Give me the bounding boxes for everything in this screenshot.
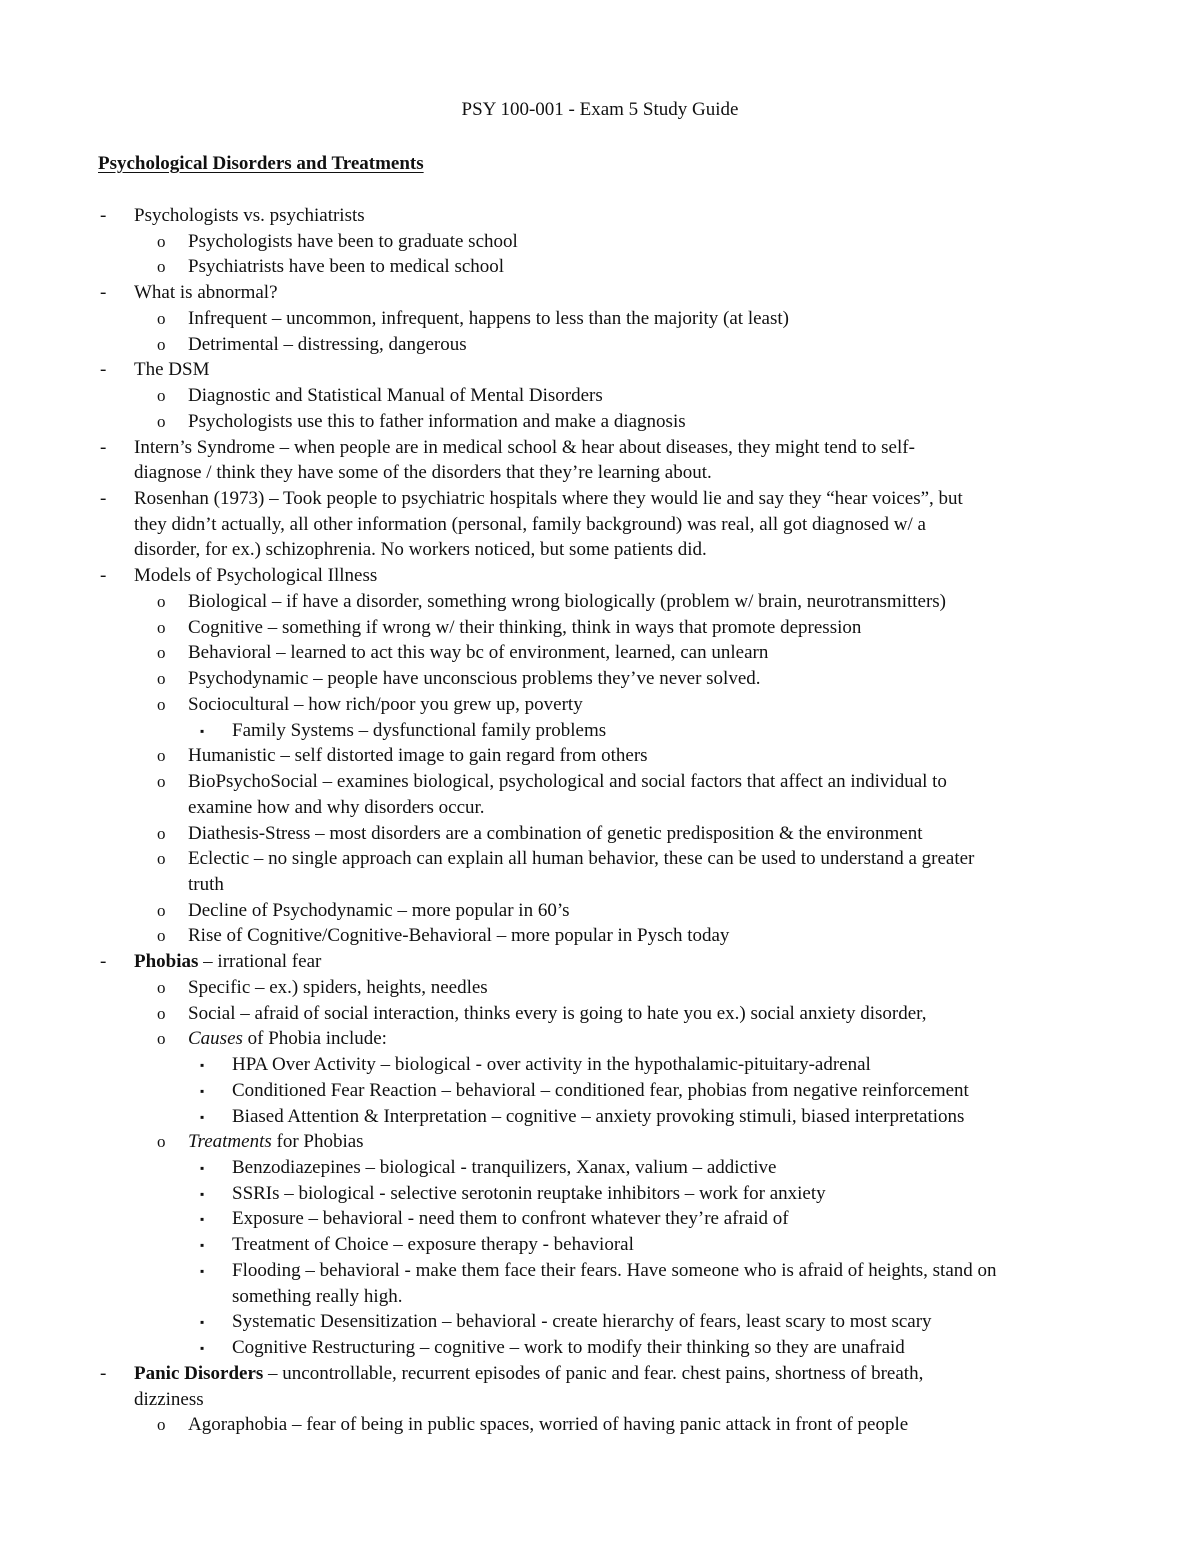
list-item bbox=[134, 537, 707, 563]
bullet-marker: o bbox=[157, 772, 166, 792]
bullet-marker: - bbox=[100, 951, 107, 973]
bullet-marker: o bbox=[157, 926, 166, 946]
item-text: SSRIs – biological - selective serotonin reuptake inhibitors – work for anxiety bbox=[232, 1182, 826, 1204]
bullet-marker: o bbox=[157, 900, 166, 920]
item-text: Biased Attention & Interpretation – cognitive – anxiety provoking stimuli, biased interpretations bbox=[232, 1105, 965, 1127]
item-text: Psychiatrists have been to medical school bbox=[188, 256, 505, 278]
bullet-marker: o bbox=[157, 669, 166, 689]
item-text: Behavioral – learned to act this way bc of environment, learned, can unlearn bbox=[188, 642, 769, 664]
list-item bbox=[134, 563, 377, 589]
list-item bbox=[188, 769, 947, 795]
item-text: Rise of Cognitive/Cognitive-Behavioral – more popular in Pysch today bbox=[188, 925, 730, 947]
item-text: Psychologists vs. psychiatrists bbox=[134, 205, 365, 226]
item-text: disorder, for ex.) schizophrenia. No workers noticed, but some patients did. bbox=[134, 539, 707, 561]
list-item bbox=[134, 280, 278, 306]
bullet-marker: o bbox=[157, 231, 166, 251]
bullet-marker: o bbox=[157, 746, 166, 766]
item-text: Family Systems – dysfunctional family problems bbox=[232, 719, 607, 741]
list-item bbox=[232, 718, 606, 744]
list-item bbox=[188, 666, 761, 692]
item-text: diagnose / think they have some of the disorders that they’re learning about. bbox=[134, 462, 712, 484]
bullet-marker: - bbox=[100, 436, 107, 458]
document-title: PSY 100-001 - Exam 5 Study Guide bbox=[461, 99, 739, 120]
list-item bbox=[232, 1258, 997, 1284]
item-text: Psychologists use this to father information and make a diagnosis bbox=[188, 410, 686, 432]
item-text: Conditioned Fear Reaction – behavioral – conditioned fear, phobias from negative reinforcement bbox=[232, 1079, 969, 1101]
bullet-marker: o bbox=[157, 257, 166, 277]
item-text: Humanistic – self distorted image to gain regard from others bbox=[188, 745, 648, 767]
bullet-marker: o bbox=[157, 617, 166, 637]
bullet-marker: ▪ bbox=[200, 1263, 205, 1278]
list-item bbox=[232, 1206, 789, 1232]
bullet-marker: ▪ bbox=[200, 1212, 205, 1227]
item-text: The DSM bbox=[134, 359, 210, 381]
list-item bbox=[134, 460, 712, 486]
list-item bbox=[188, 332, 467, 358]
item-text: Eclectic – no single approach can explain all human behavior, these can be used to understand a greater bbox=[188, 848, 975, 870]
item-text: Rosenhan (1973) – Took people to psychiatric hospitals where they would lie and say they “hear voices”, but bbox=[134, 488, 963, 510]
term-label: Panic Disorders bbox=[134, 1362, 264, 1384]
bullet-marker: - bbox=[100, 282, 107, 304]
item-text: truth bbox=[188, 873, 224, 895]
item-text: Exposure – behavioral - need them to confront whatever they’re afraid of bbox=[232, 1208, 789, 1230]
list-item bbox=[232, 1335, 905, 1361]
list-item bbox=[188, 615, 861, 641]
item-text: Treatment of Choice – exposure therapy - behavioral bbox=[232, 1234, 634, 1256]
list-item bbox=[188, 795, 485, 821]
item-text: What is abnormal? bbox=[134, 282, 278, 304]
list-item bbox=[188, 229, 518, 255]
item-text: of Phobia include: bbox=[242, 1028, 387, 1050]
item-text: Models of Psychological Illness bbox=[134, 565, 378, 587]
bullet-marker: o bbox=[157, 643, 166, 663]
item-text: – uncontrollable, recurrent episodes of panic and fear. chest pains, shortness of breath, bbox=[263, 1362, 924, 1384]
bullet-marker: o bbox=[157, 591, 166, 611]
item-text: Cognitive – something if wrong w/ their thinking, think in ways that promote depression bbox=[188, 616, 862, 638]
bullet-marker: ▪ bbox=[200, 723, 205, 738]
item-text: HPA Over Activity – biological - over activity in the hypothalamic-pituitary-adrenal bbox=[232, 1054, 871, 1076]
list-item bbox=[134, 1387, 204, 1413]
bullet-marker: o bbox=[157, 1415, 166, 1435]
list-item bbox=[134, 435, 915, 461]
list-item bbox=[188, 846, 974, 872]
emphasis-text: Treatments bbox=[188, 1131, 272, 1153]
bullet-marker: o bbox=[157, 823, 166, 843]
list-item bbox=[232, 1052, 871, 1078]
bullet-marker: - bbox=[100, 565, 107, 587]
list-item bbox=[232, 1232, 634, 1258]
bullet-marker: o bbox=[157, 1029, 166, 1049]
term-label: Phobias bbox=[134, 951, 199, 973]
list-item bbox=[188, 743, 648, 769]
list-item bbox=[232, 1309, 932, 1335]
list-item bbox=[188, 254, 504, 280]
item-text: something really high. bbox=[232, 1285, 403, 1307]
bullet-marker: - bbox=[100, 205, 107, 226]
list-item bbox=[188, 1001, 926, 1027]
item-text: BioPsychoSocial – examines biological, psychological and social factors that affect an individual to bbox=[188, 771, 947, 793]
item-text: Psychologists have been to graduate school bbox=[188, 230, 518, 252]
list-item bbox=[188, 409, 686, 435]
item-text: Detrimental – distressing, dangerous bbox=[188, 333, 467, 355]
bullet-marker: o bbox=[157, 386, 166, 406]
bullet-marker: ▪ bbox=[200, 1058, 205, 1073]
item-text: Social – afraid of social interaction, thinks every is going to hate you ex.) social anxiety disorder, bbox=[188, 1002, 927, 1024]
bullet-marker: o bbox=[157, 411, 166, 431]
item-text: Psychodynamic – people have unconscious problems they’ve never solved. bbox=[188, 668, 761, 690]
list-item bbox=[134, 203, 365, 229]
bullet-marker: ▪ bbox=[200, 1341, 205, 1356]
list-item bbox=[188, 1129, 364, 1155]
list-item bbox=[232, 1155, 777, 1181]
bullet-marker: - bbox=[100, 1362, 107, 1384]
bullet-marker: o bbox=[157, 1003, 166, 1023]
bullet-marker: o bbox=[157, 1132, 166, 1152]
item-text: Biological – if have a disorder, something wrong biologically (problem w/ brain, neurotransmitters) bbox=[188, 590, 947, 612]
list-item bbox=[188, 923, 729, 949]
bullet-marker: o bbox=[157, 849, 166, 869]
item-text: for Phobias bbox=[271, 1131, 364, 1153]
item-text: Benzodiazepines – biological - tranquilizers, Xanax, valium – addictive bbox=[232, 1157, 777, 1178]
item-text: Sociocultural – how rich/poor you grew up, poverty bbox=[188, 693, 583, 715]
bullet-marker: ▪ bbox=[200, 1109, 205, 1124]
item-text: Diagnostic and Statistical Manual of Mental Disorders bbox=[188, 385, 603, 407]
bullet-marker: - bbox=[100, 488, 107, 510]
list-item bbox=[188, 1026, 387, 1052]
list-item bbox=[232, 1181, 826, 1207]
list-item bbox=[188, 589, 946, 615]
item-text: Systematic Desensitization – behavioral - create hierarchy of fears, least scary to most scary bbox=[232, 1311, 932, 1333]
item-text: Infrequent – uncommon, infrequent, happens to less than the majority (at least) bbox=[188, 307, 789, 329]
list-item bbox=[134, 357, 209, 383]
item-text: Diathesis-Stress – most disorders are a combination of genetic predisposition & the environment bbox=[188, 822, 923, 844]
emphasis-text: Causes bbox=[188, 1028, 243, 1050]
list-item bbox=[232, 1284, 402, 1310]
list-item bbox=[188, 898, 570, 924]
list-item bbox=[232, 1078, 969, 1104]
list-item bbox=[134, 512, 926, 538]
item-text: Cognitive Restructuring – cognitive – work to modify their thinking so they are unafraid bbox=[232, 1337, 905, 1359]
list-item bbox=[188, 383, 603, 409]
list-item bbox=[188, 872, 224, 898]
item-text: Intern’s Syndrome – when people are in medical school & hear about diseases, they might tend to self- bbox=[134, 436, 915, 458]
list-item bbox=[134, 486, 963, 512]
list-item bbox=[188, 640, 768, 666]
bullet-marker: ▪ bbox=[200, 1238, 205, 1253]
list-item bbox=[134, 1361, 923, 1387]
item-text: Agoraphobia – fear of being in public spaces, worried of having panic attack in front of people bbox=[188, 1414, 909, 1436]
bullet-marker: ▪ bbox=[200, 1315, 205, 1330]
bullet-marker: - bbox=[100, 359, 107, 381]
list-item bbox=[232, 1104, 964, 1130]
item-text: they didn’t actually, all other information (personal, family background) was real, all got diagnosed w/ a bbox=[134, 513, 926, 535]
section-heading: Psychological Disorders and Treatments bbox=[98, 153, 424, 174]
list-item bbox=[188, 306, 789, 332]
bullet-marker: ▪ bbox=[200, 1161, 205, 1175]
list-item bbox=[188, 692, 583, 718]
item-text: – irrational fear bbox=[198, 951, 322, 973]
bullet-marker: o bbox=[157, 334, 166, 354]
list-item bbox=[134, 949, 321, 975]
item-text: Flooding – behavioral - make them face their fears. Have someone who is afraid of heights, stand on bbox=[232, 1259, 997, 1281]
list-item bbox=[188, 975, 488, 1001]
item-text: dizziness bbox=[134, 1388, 204, 1410]
list-item bbox=[188, 1412, 908, 1438]
item-text: Decline of Psychodynamic – more popular in 60’s bbox=[188, 899, 570, 921]
bullet-marker: ▪ bbox=[200, 1186, 205, 1201]
item-text: Specific – ex.) spiders, heights, needles bbox=[188, 976, 488, 998]
bullet-marker: o bbox=[157, 694, 166, 714]
bullet-marker: o bbox=[157, 308, 166, 328]
bullet-marker: o bbox=[157, 977, 166, 997]
bullet-marker: ▪ bbox=[200, 1083, 205, 1098]
list-item bbox=[188, 821, 923, 847]
item-text: examine how and why disorders occur. bbox=[188, 796, 485, 818]
